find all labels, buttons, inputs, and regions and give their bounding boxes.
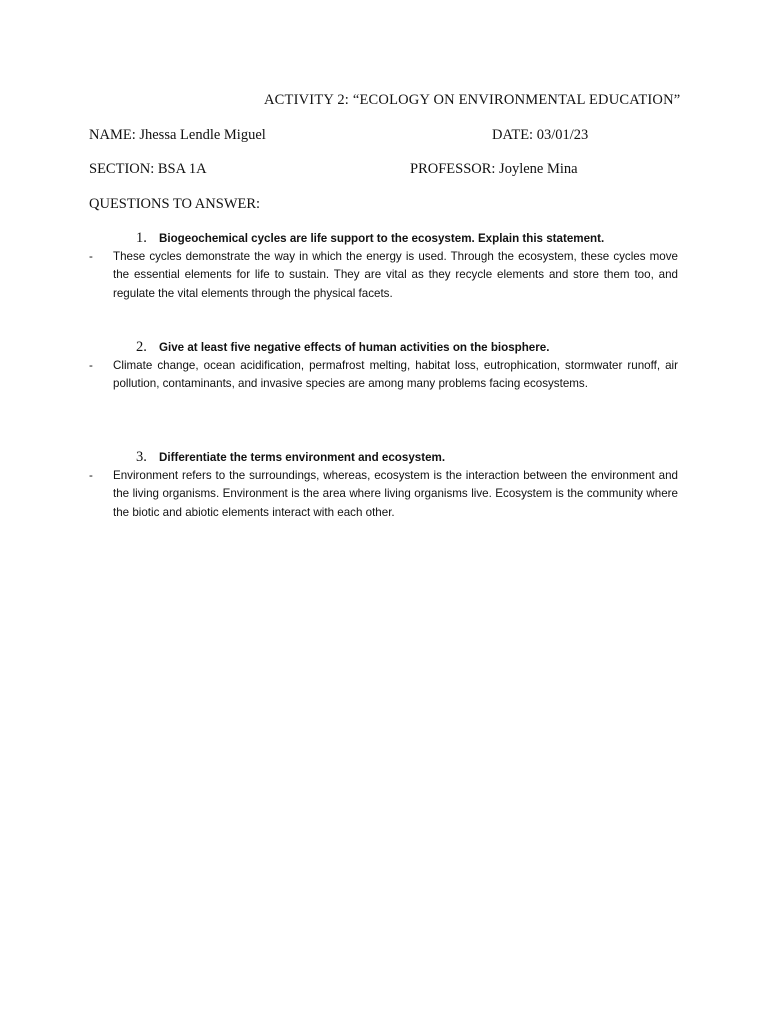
activity-title: ACTIVITY 2: “ECOLOGY ON ENVIRONMENTAL EDUCATION” — [264, 92, 681, 108]
answer-text: Environment refers to the surroundings, whereas, ecosystem is the interaction between the environment and the living organisms. Environment is the area where living organisms live. Ecosystem is the community where the biotic and abiotic elements interact with each other. — [113, 469, 678, 519]
question-text: Give at least five negative effects of human activities on the biosphere. — [159, 341, 550, 354]
section-field: SECTION: BSA 1A — [89, 161, 207, 177]
answer-bullet: - — [89, 359, 93, 372]
question-number: 2. — [136, 339, 147, 355]
question-text: Differentiate the terms environment and ecosystem. — [159, 451, 446, 464]
question-number: 3. — [136, 449, 147, 465]
name-field: NAME: Jhessa Lendle Miguel — [89, 127, 266, 143]
questions-heading: QUESTIONS TO ANSWER: — [89, 196, 261, 212]
question-number: 1. — [136, 230, 147, 246]
answer-text: Climate change, ocean acidification, permafrost melting, habitat loss, eutrophication, stormwater runoff, air pollution, contaminants, and invasive species are among many problems facing ecosystems. — [113, 359, 678, 391]
question-text: Biogeochemical cycles are life support to the ecosystem. Explain this statement. — [159, 232, 605, 245]
answer-bullet: - — [89, 469, 93, 482]
date-field: DATE: 03/01/23 — [492, 127, 589, 143]
professor-field: PROFESSOR: Joylene Mina — [410, 161, 578, 177]
answer-text: These cycles demonstrate the way in which the energy is used. Through the ecosystem, these cycles move the essential elements for life to sustain. They are vital as they recycle elements and store them too, and regulate the vital elements through the physical facets. — [113, 250, 678, 300]
answer-bullet: - — [89, 250, 93, 263]
